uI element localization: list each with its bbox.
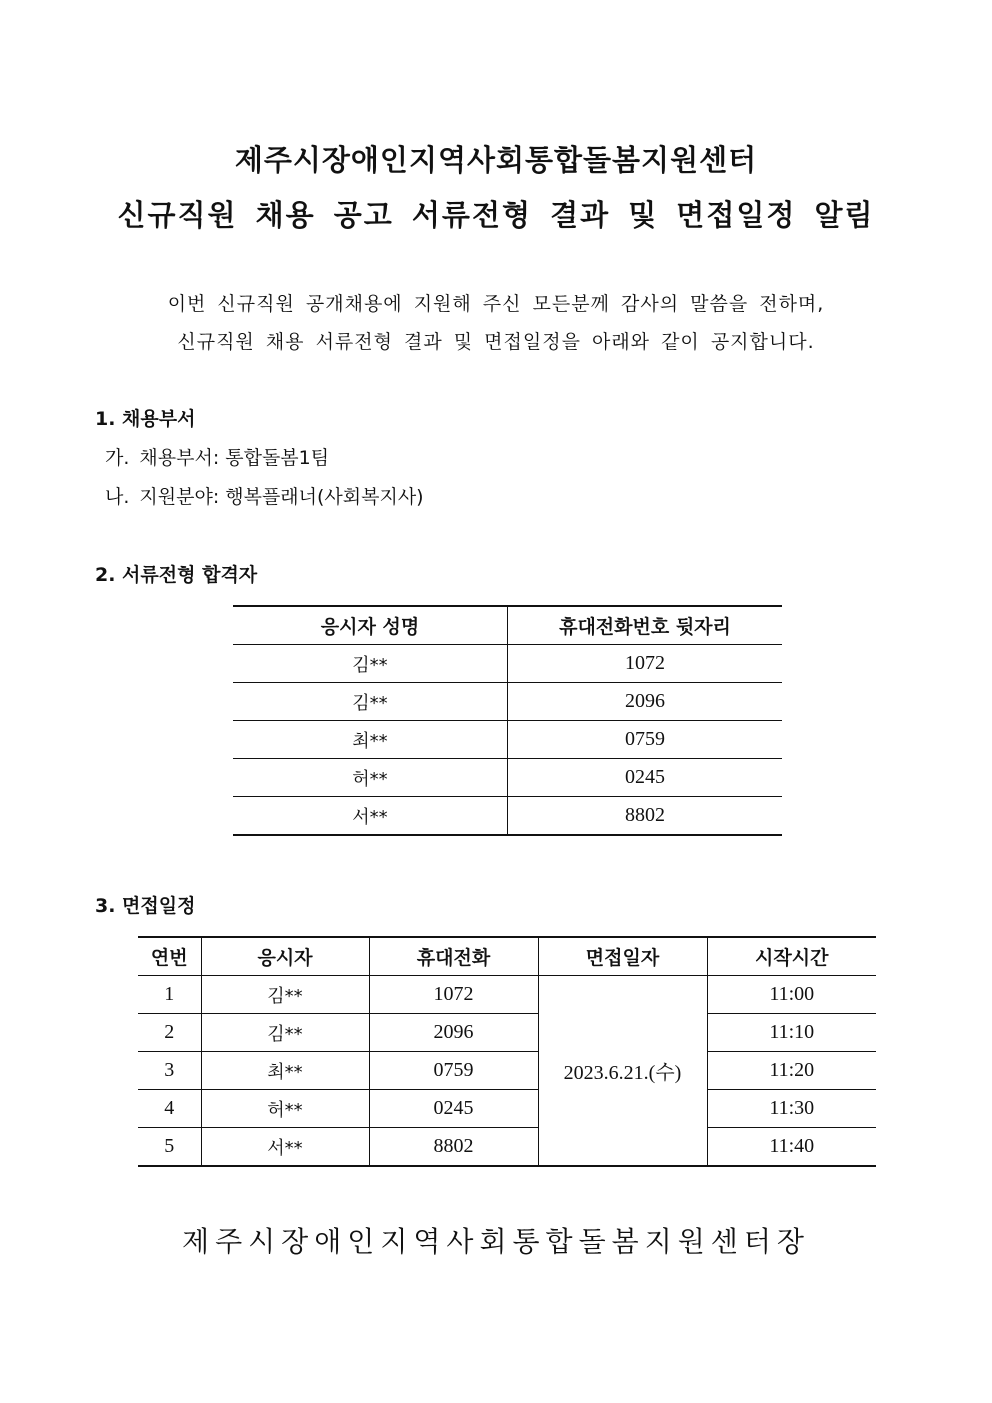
table-header-row (138, 937, 876, 976)
phone-digits: 8802 (369, 1128, 538, 1167)
row-number: 1 (138, 976, 201, 1014)
passers-table (233, 605, 782, 836)
row-number: 4 (138, 1090, 201, 1128)
item-value: 행복플래너(사회복지사) (225, 486, 424, 508)
applicant-name: 허** (233, 759, 508, 797)
issuer-signature-line: 제주시장애인지역사회통합돌봄지원센터장 (182, 1225, 810, 1258)
item-label: 채용부서: (139, 447, 220, 469)
intro-line-1: 이번 신규직원 공개채용에 지원해 주신 모든분께 감사의 말씀을 전하며, (167, 293, 825, 315)
table-row (233, 797, 782, 836)
start-time: 11:00 (707, 976, 876, 1014)
section1-heading: 1. 채용부서 (95, 408, 196, 430)
row-number: 3 (138, 1052, 201, 1090)
applicant-name: 서** (201, 1128, 369, 1167)
phone-digits: 1072 (369, 976, 538, 1014)
applicant-name: 서** (233, 797, 508, 836)
section2-heading: 2. 서류전형 합격자 (95, 564, 258, 586)
phone-digits: 0245 (369, 1090, 538, 1128)
start-time: 11:40 (707, 1128, 876, 1167)
table-row (138, 1128, 876, 1167)
phone-digits: 0759 (369, 1052, 538, 1090)
phone-digits: 2096 (369, 1014, 538, 1052)
applicant-name: 김** (201, 1014, 369, 1052)
phone-digits: 1072 (508, 645, 783, 683)
column-header-name: 응시자 성명 (233, 606, 508, 645)
section1-item-department (105, 443, 329, 470)
column-header-interview-date: 면접일자 (538, 937, 707, 976)
applicant-name: 허** (201, 1090, 369, 1128)
document-title-notice: 신규직원 채용 공고 서류전형 결과 및 면접일정 알림 (117, 198, 875, 232)
phone-digits: 0759 (508, 721, 783, 759)
column-header-applicant: 응시자 (201, 937, 369, 976)
start-time: 11:10 (707, 1014, 876, 1052)
column-header-start-time: 시작시간 (707, 937, 876, 976)
phone-digits: 8802 (508, 797, 783, 836)
applicant-name: 김** (233, 645, 508, 683)
start-time: 11:20 (707, 1052, 876, 1090)
section3-heading: 3. 면접일정 (95, 895, 196, 917)
applicant-name: 최** (201, 1052, 369, 1090)
start-time: 11:30 (707, 1090, 876, 1128)
column-header-phone: 휴대전화 (369, 937, 538, 976)
row-number: 2 (138, 1014, 201, 1052)
item-value: 통합돌봄1팀 (225, 447, 330, 469)
phone-digits: 2096 (508, 683, 783, 721)
table-row (138, 1052, 876, 1090)
phone-digits: 0245 (508, 759, 783, 797)
column-header-number: 연번 (138, 937, 201, 976)
item-label: 지원분야: (139, 486, 220, 508)
item-marker: 나. (105, 486, 130, 508)
table-row (233, 645, 782, 683)
interview-schedule-table (138, 936, 876, 1167)
column-header-phone: 휴대전화번호 뒷자리 (508, 606, 783, 645)
table-row (138, 976, 876, 1014)
intro-line-2: 신규직원 채용 서류전형 결과 및 면접일정을 아래와 같이 공지합니다. (177, 331, 815, 353)
item-marker: 가. (105, 447, 130, 469)
table-row (233, 721, 782, 759)
table-row (138, 1090, 876, 1128)
table-row (233, 759, 782, 797)
table-header-row (233, 606, 782, 645)
section1-item-field (105, 482, 424, 509)
applicant-name: 김** (201, 976, 369, 1014)
interview-date: 2023.6.21.(수) (538, 976, 707, 1167)
row-number: 5 (138, 1128, 201, 1167)
table-row (138, 1014, 876, 1052)
table-row (233, 683, 782, 721)
applicant-name: 김** (233, 683, 508, 721)
applicant-name: 최** (233, 721, 508, 759)
document-title-organization: 제주시장애인지역사회통합돌봄지원센터 (234, 143, 758, 177)
